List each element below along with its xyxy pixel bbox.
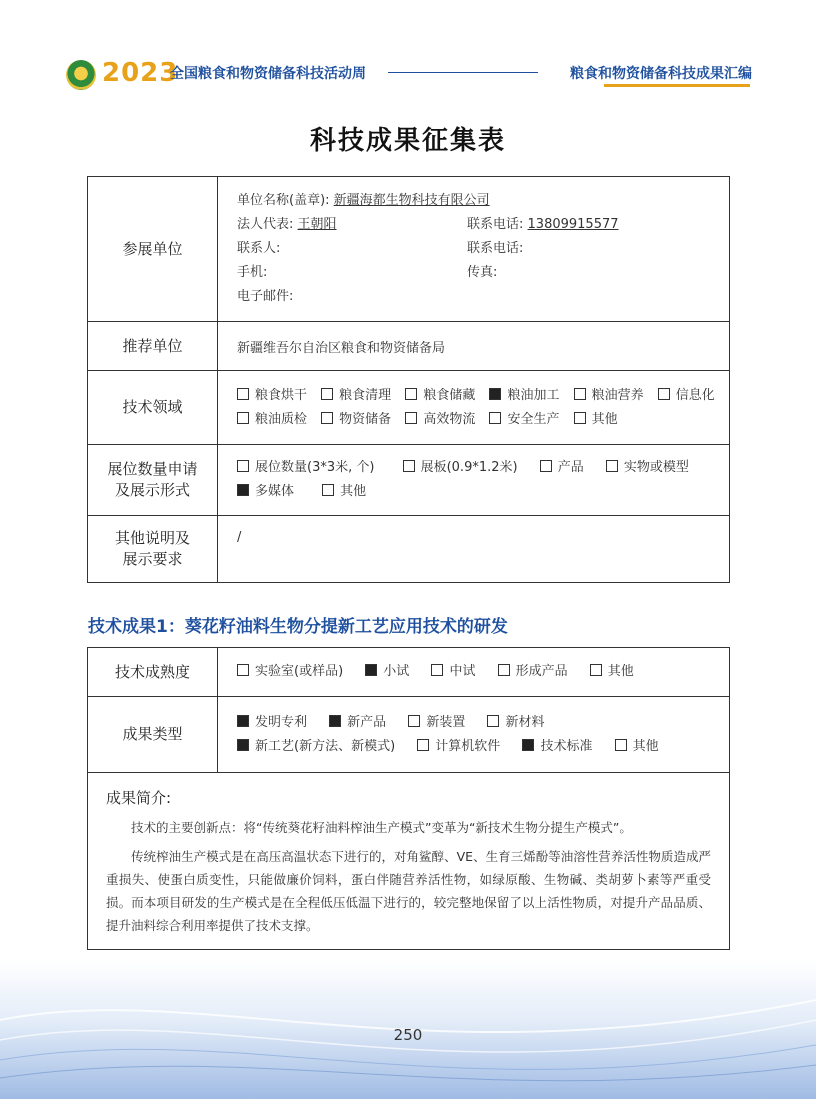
event-logo-icon [66,60,96,90]
result-type-options-row-2 [237,735,729,759]
checkbox[interactable] [237,715,249,727]
option-item[interactable] [237,384,307,408]
option-label: 信息化 [675,387,715,403]
option-label: 高效物流 [423,411,476,427]
option-label: 新装置 [426,714,466,730]
mobile-label: 手机: [237,265,268,280]
checkbox[interactable] [237,484,249,496]
option-item[interactable] [237,480,294,504]
result-type-label: 成果类型 [88,697,218,773]
option-item[interactable] [522,735,592,759]
summary-cell [88,773,730,950]
option-item[interactable] [237,408,307,432]
checkbox[interactable] [237,388,249,400]
recommender-label: 推荐单位 [88,322,218,371]
tech-field-options [218,371,730,445]
checkbox[interactable] [574,412,586,424]
contact-phone-label: 联系电话: [467,241,524,256]
checkbox[interactable] [431,664,443,676]
page-number: 250 [393,1026,423,1044]
option-item[interactable] [574,408,618,432]
option-item[interactable] [405,384,475,408]
option-item[interactable] [322,480,366,504]
booth-label-line-1: 展位数量申请 [107,460,198,478]
option-label: 中试 [449,664,476,679]
checkbox[interactable] [405,412,417,424]
checkbox[interactable] [590,664,602,676]
maturity-options-row [237,660,729,684]
checkbox[interactable] [574,388,586,400]
email-line [237,285,729,309]
maturity-label: 技术成熟度 [88,648,218,697]
page-header [66,58,756,94]
checkbox[interactable] [417,739,429,751]
tech-field-row [88,371,730,445]
tech-field-label: 技术领域 [88,371,218,445]
option-label: 粮油加工 [507,387,560,403]
option-label: 产品 [557,460,584,475]
option-item[interactable] [237,711,307,735]
option-label: 粮食储藏 [423,387,476,403]
checkbox[interactable] [321,388,333,400]
checkbox[interactable] [237,412,249,424]
summary-row [88,773,730,950]
maturity-options [218,648,730,697]
option-item[interactable] [540,456,584,480]
checkbox[interactable] [540,460,552,472]
recommender-row [88,322,730,371]
checkbox[interactable] [237,460,249,472]
option-label: 计算机软件 [435,738,501,754]
option-item[interactable] [615,735,659,759]
option-label: 其他 [632,738,659,754]
header-collection-title: 粮食和物资储备科技成果汇编 [570,66,752,82]
option-label: 其他 [607,664,634,679]
result-type-options [218,697,730,773]
phone-value: 13809915577 [527,217,619,232]
option-label: 粮油营养 [591,387,644,403]
option-label: 其他 [340,484,367,499]
option-item[interactable] [658,384,715,408]
option-item[interactable] [574,384,644,408]
option-label: 粮食清理 [339,387,392,403]
booth-row [88,445,730,516]
option-label: 新材料 [505,714,545,730]
maturity-row [88,648,730,697]
option-item[interactable] [329,711,386,735]
other-notes-value: / [218,516,730,583]
option-item[interactable] [237,456,374,480]
option-item[interactable] [321,384,391,408]
result-type-row [88,697,730,773]
header-year: 2023 [102,58,179,88]
option-label: 实物或模型 [623,460,689,475]
checkbox[interactable] [606,460,618,472]
recommender-value: 新疆维吾尔自治区粮食和物资储备局 [218,322,730,371]
page-title: 科技成果征集表 [309,126,506,156]
legal-rep-line [237,213,729,237]
mobile-line [237,261,729,285]
checkbox[interactable] [237,664,249,676]
checkbox[interactable] [489,412,501,424]
checkbox[interactable] [498,664,510,676]
option-item[interactable] [487,711,544,735]
booth-options-row-1 [237,456,729,480]
option-label: 小试 [383,664,410,679]
legal-rep-label: 法人代表: [237,217,294,232]
legal-rep-value: 王朝阳 [297,217,337,232]
checkbox[interactable] [487,715,499,727]
option-label: 安全生产 [507,411,560,427]
checkbox[interactable] [489,388,501,400]
achievement-table [87,647,730,950]
email-label: 电子邮件: [237,289,294,304]
tech-field-options-row-1 [237,384,729,408]
checkbox[interactable] [615,739,627,751]
checkbox[interactable] [321,412,333,424]
other-notes-label [88,516,218,583]
other-notes-label-line-1: 其他说明及 [114,529,190,547]
checkbox[interactable] [408,715,420,727]
option-item[interactable] [489,384,559,408]
achievement-heading: 技术成果1：葵花籽油料生物分提新工艺应用技术的研发 [88,617,508,637]
option-item[interactable] [403,456,518,480]
fax-label: 传真: [467,265,498,280]
exhibitor-label: 参展单位 [88,177,218,322]
option-item[interactable] [405,408,475,432]
option-label: 多媒体 [255,484,295,499]
booth-options-row-2 [237,480,729,504]
header-divider [388,72,538,73]
checkbox[interactable] [522,739,534,751]
option-item[interactable] [606,456,689,480]
unit-name-value: 新疆海都生物科技有限公司 [333,193,490,208]
option-item[interactable] [417,735,500,759]
checkbox[interactable] [403,460,415,472]
option-item[interactable] [590,660,634,684]
booth-label [88,445,218,516]
checkbox[interactable] [329,715,341,727]
contact-line [237,237,729,261]
phone-group [467,213,619,237]
option-label: 技术标准 [540,738,593,754]
unit-name-label: 单位名称(盖章): [237,193,330,208]
option-label: 粮食烘干 [255,387,308,403]
tech-field-options-row-2 [237,408,729,432]
option-item[interactable] [321,408,391,432]
other-notes-row [88,516,730,583]
checkbox[interactable] [322,484,334,496]
option-item[interactable] [498,660,568,684]
option-label: 粮油质检 [255,411,308,427]
option-label: 新产品 [347,714,387,730]
summary-paragraph-1: 技术的主要创新点：将“传统葵花籽油料榨油生产模式”变革为“新技术生物分提生产模式”。 [131,820,632,835]
option-item[interactable] [431,660,475,684]
booth-options [218,445,730,516]
exhibitor-content [218,177,730,322]
option-label: 展位数量(3*3米, 个) [255,460,375,475]
result-type-options-row-1 [237,711,729,735]
exhibitor-row [88,177,730,322]
phone-label: 联系电话: [467,217,524,232]
option-item[interactable] [408,711,465,735]
option-item[interactable] [489,408,559,432]
contact-label: 联系人: [237,241,281,256]
option-item[interactable] [237,660,343,684]
option-label: 实验室(或样品) [255,664,344,679]
booth-label-line-2: 及展示形式 [114,481,190,499]
option-label: 展板(0.9*1.2米) [420,460,518,475]
header-underline [604,84,750,87]
collection-form-table [87,176,730,583]
option-label: 形成产品 [515,664,568,679]
checkbox[interactable] [405,388,417,400]
checkbox[interactable] [237,739,249,751]
option-item[interactable] [365,660,409,684]
summary-label: 成果简介: [106,789,172,807]
checkbox[interactable] [658,388,670,400]
other-notes-label-line-2: 展示要求 [122,550,183,568]
unit-name-line [237,189,729,213]
option-label: 其他 [591,411,618,427]
option-label: 新工艺(新方法、新模式) [255,738,396,754]
option-label: 发明专利 [255,714,308,730]
header-event-title: 全国粮食和物资储备科技活动周 [170,66,366,82]
option-label: 物资储备 [339,411,392,427]
checkbox[interactable] [365,664,377,676]
summary-paragraph-2: 传统榨油生产模式是在高压高温状态下进行的，对角鲨醇、VE、生育三烯酚等油溶性营养活性物质造成严重损失、使蛋白质变性，只能做廉价饲料，蛋白伴随营养活性物，如绿原酸、生物碱、类胡萝卜素等严重受损。而本项目研发的生产模式是在全程低压低温下进行的，较完整地保留了以上活性物质，对提升产品品质、提升油料综合利用率提供了技术支撑。 [106,849,711,933]
option-item[interactable] [237,735,395,759]
